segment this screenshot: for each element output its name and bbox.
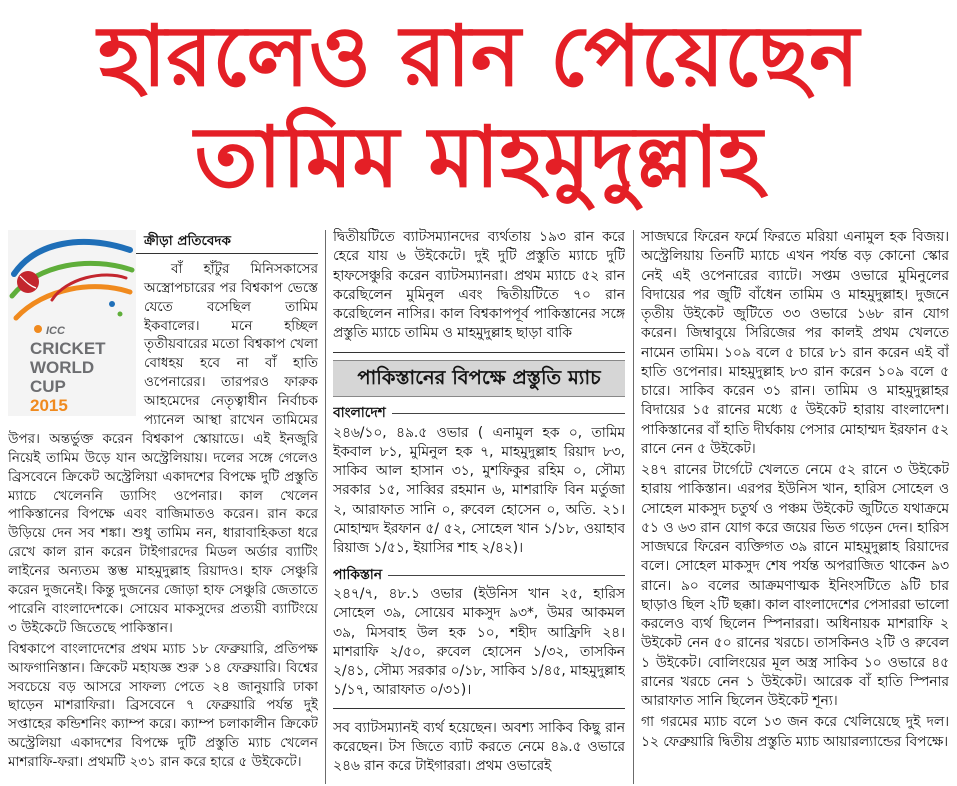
headline-line-1	[0, 6, 957, 107]
column-1-paragraph-1: বাঁ হাঁটুর মিনিসকাসের অস্ত্রোপচারের পর বিশ্বকাপ ভেস্তে যেতে বসেছিল তামিম ইকবালের। মনে হচ্ছিল তৃতীয়বারের মতো বিশ্বকাপ খেলা বোধহয় হবে না বাঁ হাতি ওপেনারের। তারপরও ফারুক আহমেদের নেতৃত্বাধীন নির্বাচক প্যানেল আস্থা রাখেন তামিমের উপর। অন্তর্ভুক্ত করেন বিশ্বকাপ স্কোয়াডে। এই ইনজুরি নিয়েই তামিম উড়ে যান অস্ট্রেলিয়ায়। দলের সঙ্গে গেলেও ব্রিসবেনে ক্রিকেট অস্ট্রেলিয়া একাদশের বিপক্ষে দুটি প্রস্তুতি ম্যাচে খেলেননি ড্যাসিং ওপেনার। কাল খেলেন পাকিস্তানের বিপক্ষে এবং বাজিমাতও করেন। রান করে উড়িয়ে দেন সব শঙ্কা। শুধু তামিম নন, ধারাবাহিকতা ধরে রেখে কাল রান করেন টাইগারদের মিডল অর্ডার ব্যাটিং লাইনের অন্যতম স্তম্ভ মাহমুদুল্লাহ রিয়াদও। হাফ সেঞ্চুরি করেন দুজনেই। কিন্তু দুজনের জোড়া হাফ সেঞ্চুরি জেতাতে পারেনি বাংলাদেশকে। সোয়েব মাকসুদের প্রত্যয়ী ব্যাটিংয়ে ৩ উইকেটে জিতেছে পাকিস্তান।	[8, 260, 318, 636]
column-1	[8, 228, 318, 782]
column-3-paragraph-3: গা গরমের ম্যাচ বলে ১৩ জন করে খেলিয়েছে দুই দল। ১২ ফেব্রুয়ারি দ্বিতীয় প্রস্তুতি ম্যাচ আয়ারল্যান্ডের বিপক্ষে।	[641, 714, 949, 750]
headline-line-2	[0, 107, 957, 208]
pakistan-score: ২৪৭/৭, ৪৮.১ ওভার (ইউনিস খান ২৫, হারিস সোহেল ৩৯, সোয়েব মাকসুদ ৯৩*, উমর আকমল ৩৯, মিসবাহ উল হক ১০, শহীদ আফ্রিদি ২৪। মাশরাফি ২/৫০, রুবেল হোসেন ১/৩২, তাসকিন ২/৪১, সৌম্য সরকার ০/১৮, সাকিব ১/৪৫, মাহমুদুল্লাহ ১/১৭, আরাফাত ০/৩১)।	[333, 586, 625, 699]
bangladesh-label-rule	[392, 413, 625, 414]
column-1-paragraph-2: বিশ্বকাপে বাংলাদেশের প্রথম ম্যাচ ১৮ ফেব্রুয়ারি, প্রতিপক্ষ আফগানিস্তান। ক্রিকেট মহাযজ্ঞ শুরু ১৪ ফেব্রুয়ারি। বিশ্বের সবচেয়ে বড় আসরে সাফল্য পেতে ২৪ জানুয়ারি ঢাকা ছাড়েন মাশরাফিরা। ব্রিসবেনে ৭ ফেব্রুয়ারি পর্যন্ত দুই সপ্তাহের কন্ডিশনিং ক্যাম্প করে। ক্যাম্প চলাকালীন ক্রিকেট অস্ট্রেলিয়া একাদশের বিপক্ষে দুটি প্রস্তুতি ম্যাচ খেলেন মাশরাফি-ফরা। প্রথমটি ২৩১ রান করে হারে ৫ উইকেটে।	[8, 640, 318, 771]
headline-line-1-text: হারলেও রান পেয়েছেন	[97, 7, 860, 105]
pakistan-label-row	[333, 566, 625, 585]
logo-cup-text: CUP	[30, 377, 66, 396]
column-2-intro: দ্বিতীয়টিতে ব্যাটসম্যানদের ব্যর্থতায় ১৯৩ রান করে হেরে যায় ৬ উইকেটে। দুই দুটি প্রস্তুতি ম্যাচে দুটি হাফসেঞ্চুরি করেন ব্যাটসম্যানরা। প্রথম ম্যাচে ৫২ রান করেছিলেন মুমিনুল এবং দ্বিতীয়টিতে ৭০ রান করেছিলেন নাসির। কাল বিশ্বকাপপূর্ব পাকিস্তানের সঙ্গে প্রস্তুতি ম্যাচে তামিম ও মাহমুদুল্লাহ ছাড়া বাকি	[333, 229, 625, 342]
logo-year-text: 2015	[30, 396, 68, 415]
column-2	[333, 228, 625, 782]
headline	[0, 6, 957, 212]
bangladesh-label-row	[333, 404, 625, 423]
column-2-outro: সব ব্যাটসম্যানই ব্যর্থ হয়েছেন। অবশ্য সাকিব কিছু রান করেছেন। টস জিতে ব্যাট করতে নেমে ৪৯.৫ ওভারে ২৪৬ রান করে টাইগাররা। প্রথম ওভারেই	[333, 719, 625, 775]
column-divider-2	[633, 230, 634, 784]
pakistan-label: পাকিস্তান	[333, 566, 382, 583]
bangladesh-label: বাংলাদেশ	[333, 405, 386, 422]
column-3	[641, 228, 949, 782]
bangladesh-score: ২৪৬/১০, ৪৯.৫ ওভার ( এনামুল হক ০, তামিম ইকবাল ৮১, মুমিনুল হক ৭, মাহমুদুল্লাহ রিয়াদ ৮৩, সাকিব আল হাসান ৩১, মুশফিকুর রহিম ০, সৌম্য সরকার ১৫, সাব্বির রহমান ৬, মাশরাফি বিন মর্তুজা ২, আরাফাত সানি ০, রুবেল হোসেন ০, অতি. ২১। মোহাম্মদ ইরফান ৫/ ৫২, সোহেল খান ১/১৮, ওয়াহাব রিয়াজ ১/৫১, ইয়াসির শাহ ২/৪২)।	[333, 424, 625, 557]
logo-icc-text: ICC	[46, 325, 65, 337]
logo-dot-green	[118, 312, 123, 317]
logo-dot-orange	[34, 325, 42, 333]
byline: ক্রীড়া প্রতিবেদক	[8, 232, 318, 254]
world-cup-logo-graphic	[8, 230, 136, 416]
headline-line-2-text: তামিম মাহমুদুল্লাহ	[194, 108, 763, 206]
column-3-paragraph-2: ২৪৭ রানের টার্গেটে খেলতে নেমে ৫২ রানে ৩ উইকেট হারায় পাকিস্তান। এরপর ইউনিস খান, হারিস সোহেল ও সোহেল মাকসুদ চতুর্থ ও পঞ্চম উইকেট জুটিতে যথাক্রমে ৫১ ও ৬৩ রান যোগ করে জয়ের ভিত গড়েন দেন। হারিস সাজঘরে ফিরেন ব্যক্তিগত ৩৯ রানে মাহমুদুল্লাহ রিয়াদের বলে। সোহেল মাকসুদ শেষ পর্যন্ত অপরাজিত থাকেন ৯৩ রানে। ৯০ বলের আক্রমণাত্মক ইনিংসটিতে ৯টি চার ছাড়াও ছিল ২টি ছক্কা। কাল বাংলাদেশের পেসাররা ভালো করলেও ব্যর্থ ছিলেন স্পিনাররা। অধিনায়ক মাশরাফি ২ উইকেট নেন ৫০ রানের খরচে। তাসকিনও ২টি ও রুবেল ১ উইকেট। বোলিংয়ের মূল অস্ত্র সাকিব ১০ ওভারে ৪৫ রানের খরচে নেন ১ উইকেট। আরেক বাঁ হাতি স্পিনার আরাফাত সানি ছিলেন উইকেট শূন্য।	[641, 462, 949, 710]
scorecard-title: পাকিস্তানের বিপক্ষে প্রস্তুতি ম্যাচ	[333, 360, 625, 397]
scorecard-box	[333, 352, 625, 709]
logo-world-text: WORLD	[30, 358, 95, 377]
cricket-ball-icon	[17, 271, 39, 293]
column-3-paragraph-1: সাজঘরে ফিরেন ফর্মে ফিরতে মরিয়া এনামুল হক বিজয়। অস্ট্রেলিয়ায় তিনটি ম্যাচে এখন পর্যন্ত বড় কোনো স্কোর নেই এই ওপেনারের ব্যাটে। সপ্তম ওভারে মুমিনুলের বিদায়ের পর জুটি বাঁধেন তামিম ও মাহমুদুল্লাহ। দুজনে তৃতীয় উইকেট জুটিতে ৩৩ ওভারে ১৬৮ রান যোগ করেন। জিম্বাবুয়ে সিরিজের পর কালই প্রথম খেলতে নামেন তামিম। ১০৯ বলে ৫ চারে ৮১ রান করেন এই বাঁ হাতি ওপেনার। মাহমুদুল্লাহ ৮৩ রান করেন ১০৯ বলে ৫ চারে। সাকিব করেন ৩১ রান। তামিম ও মাহমুদুল্লাহর বিদায়ের ১৫ রানের মধ্যে ৫ উইকেট হারায় বাংলাদেশ। পাকিস্তানের বাঁ হাতি দীর্ঘকায় পেসার মোহাম্মদ ইরফান ৫২ রানে নেন ৫ উইকেট।	[641, 229, 949, 457]
column-divider-1	[325, 230, 326, 784]
pakistan-label-rule	[388, 575, 625, 576]
logo-dot-blue	[109, 301, 115, 307]
logo-cricket-text: CRICKET	[30, 339, 106, 358]
world-cup-logo	[8, 230, 136, 416]
